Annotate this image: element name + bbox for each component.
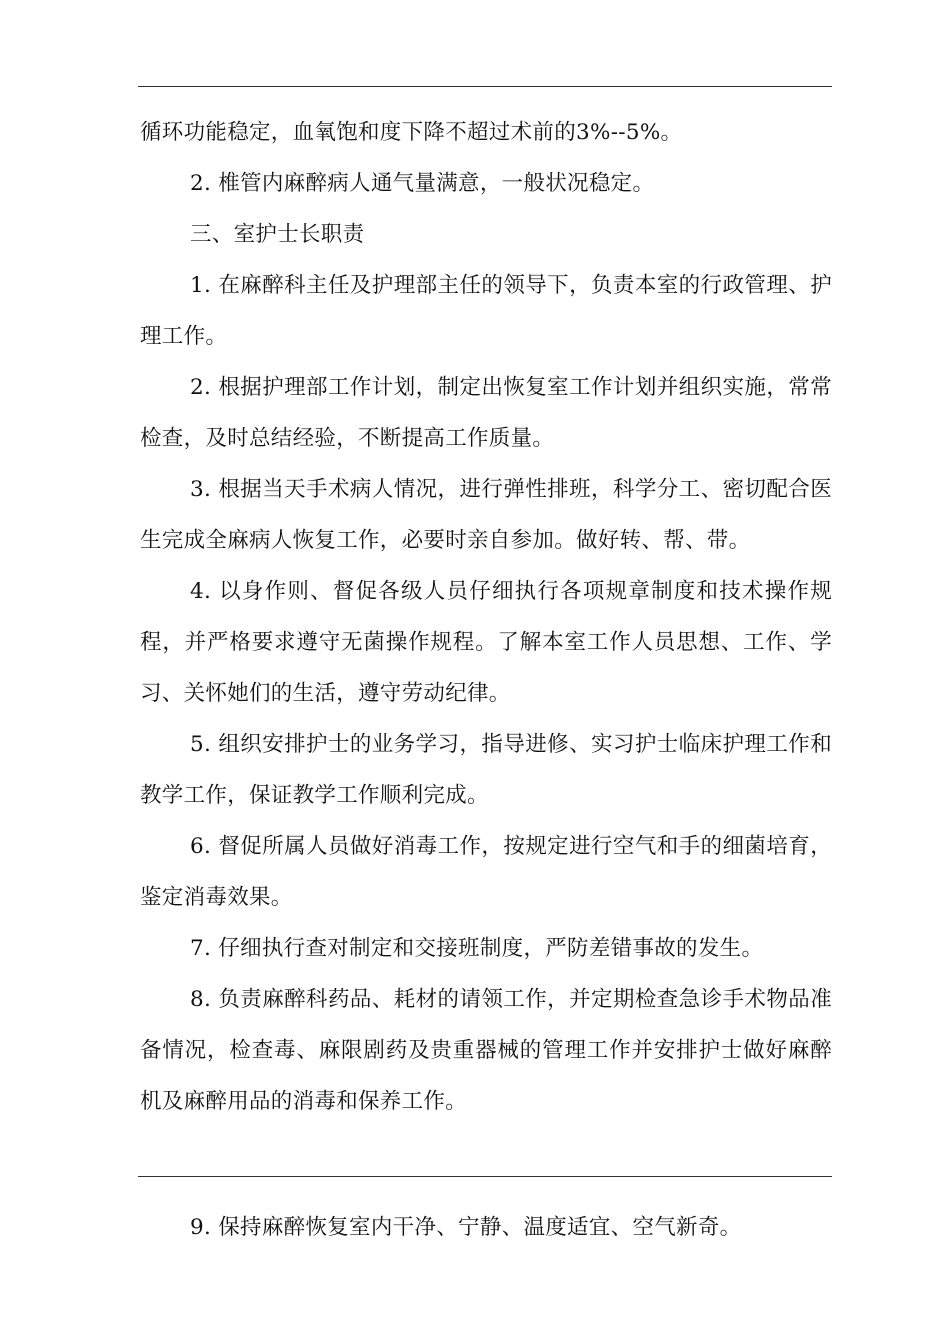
paragraph-item-9: 9. 保持麻醉恢复室内干净、宁静、温度适宜、空气新奇。 [190, 1215, 742, 1240]
paragraph-item-8: 8. 负责麻醉科药品、耗材的请领工作，并定期检查急诊手术物品准备情况，检查毒、麻限剧药及贵重器械的管理工作并安排护士做好麻醉机及麻醉用品的消毒和保养工作。 [140, 987, 832, 1114]
header-rule [138, 86, 832, 87]
paragraph-item-2: 2. 根据护理部工作计划，制定出恢复室工作计划并组织实施，常常检查，及时总结经验，不断提高工作质量。 [140, 375, 832, 451]
page-break-rule [138, 1176, 832, 1177]
next-page-body [140, 1202, 832, 1253]
paragraph-item-5: 5. 组织安排护士的业务学习，指导进修、实习护士临床护理工作和教学工作，保证教学工作顺利完成。 [140, 732, 832, 808]
page-body [140, 107, 832, 1127]
paragraph-continuation: 循环功能稳定，血氧饱和度下降不超过术前的3%--5%。 [140, 120, 683, 145]
paragraph-item-3: 3. 根据当天手术病人情况，进行弹性排班，科学分工、密切配合医生完成全麻病人恢复工作，必要时亲自参加。做好转、帮、带。 [140, 477, 832, 553]
paragraph-item-6: 6. 督促所属人员做好消毒工作，按规定进行空气和手的细菌培育，鉴定消毒效果。 [140, 834, 832, 910]
paragraph-item-7: 7. 仔细执行查对制定和交接班制度，严防差错事故的发生。 [190, 936, 764, 961]
paragraph-item-2-epidural: 2. 椎管内麻醉病人通气量满意，一般状况稳定。 [190, 171, 655, 196]
section-heading: 三、室护士长职责 [190, 222, 365, 247]
paragraph-item-1: 1. 在麻醉科主任及护理部主任的领导下，负责本室的行政管理、护理工作。 [140, 273, 832, 349]
paragraph-item-4: 4. 以身作则、督促各级人员仔细执行各项规章制度和技术操作规程，并严格要求遵守无菌操作规程。了解本室工作人员思想、工作、学习、关怀她们的生活，遵守劳动纪律。 [140, 579, 832, 706]
